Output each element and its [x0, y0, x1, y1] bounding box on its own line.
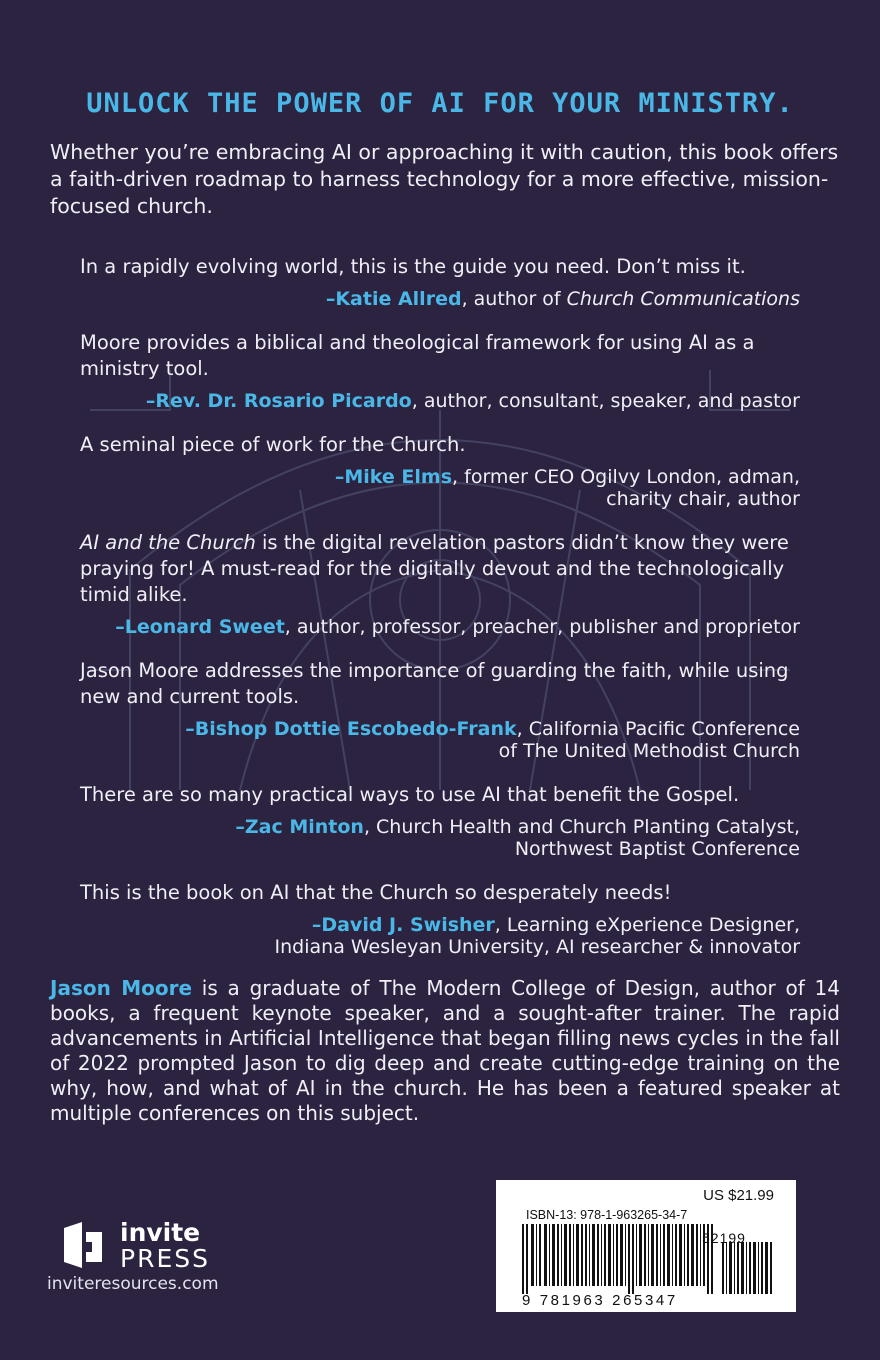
- endorsement: [80, 782, 800, 860]
- intro-paragraph: Whether you’re embracing AI or approaching it with caution, this book offers a faith-driven roadmap to harness technology for a more effective, mission-focused church.: [50, 140, 839, 218]
- publisher-website: inviteresources.com: [47, 1274, 219, 1294]
- endorsement-attribution: –Zac Minton, Church Health and Church Planting Catalyst, Northwest Baptist Conference: [235, 816, 800, 860]
- endorsement-attribution: –David J. Swisher, Learning eXperience Designer, Indiana Wesleyan University, AI researcher & innovator: [274, 914, 800, 958]
- endorser-name: –Katie Allred: [325, 288, 462, 310]
- endorsement-quote: Jason Moore addresses the importance of guarding the faith, while using new and current tools.: [80, 659, 789, 708]
- isbn-text: ISBN-13: 978-1-963265-34-7: [526, 1208, 688, 1222]
- endorsement-quote: AI and the Church is the digital revelation pastors didn’t know they were praying for! A must-read for the digitally devout and the technologically timid alike.: [80, 531, 789, 606]
- price: US $21.99: [703, 1187, 774, 1204]
- endorsement: [80, 330, 800, 412]
- endorsement: [80, 880, 800, 958]
- endorser-name: –David J. Swisher: [311, 914, 495, 936]
- author-bio: [50, 976, 840, 1126]
- barcode-digits: 9 781963 265347: [522, 1292, 678, 1309]
- endorsement: [80, 432, 800, 510]
- endorsement: [80, 530, 800, 638]
- endorsement-quote: In a rapidly evolving world, this is the guide you need. Don’t miss it.: [80, 255, 746, 278]
- endorser-name: –Zac Minton: [235, 816, 364, 838]
- endorsement-quote: There are so many practical ways to use AI that benefit the Gospel.: [80, 783, 740, 806]
- endorsement-attribution: –Rev. Dr. Rosario Picardo, author, consultant, speaker, and pastor: [145, 390, 800, 412]
- endorsement-attribution: –Leonard Sweet, author, professor, preacher, publisher and proprietor: [115, 616, 800, 638]
- endorser-name: –Bishop Dottie Escobedo-Frank: [185, 718, 517, 740]
- endorsement-attribution: –Katie Allred, author of Church Communications: [325, 288, 800, 310]
- author-bio-text: is a graduate of The Modern College of Design, author of 14 books, a frequent keynote speaker, and a sought-after trainer. The rapid advancements in Artificial Intelligence that began filling news cycles in the fall of 2022 prompted Jason to dig deep and create cutting-edge training on the why, how, and what of AI in the church. He has been a featured speaker at multiple conferences on this subject.: [50, 976, 840, 1125]
- endorsement-attribution: –Mike Elms, former CEO Ogilvy London, adman, charity chair, author: [334, 466, 800, 510]
- endorser-name: –Mike Elms: [334, 466, 453, 488]
- author-name: Jason Moore: [50, 976, 193, 1000]
- endorser-name: –Leonard Sweet: [115, 616, 285, 638]
- endorsement-attribution: –Bishop Dottie Escobedo-Frank, California Pacific Conference of The United Methodist Church: [185, 718, 800, 762]
- endorser-name: –Rev. Dr. Rosario Picardo: [145, 390, 412, 412]
- endorsement-quote: A seminal piece of work for the Church.: [80, 433, 466, 456]
- headline: UNLOCK THE POWER OF AI FOR YOUR MINISTRY.: [86, 88, 794, 119]
- price-addon-code: 52199: [702, 1230, 746, 1246]
- publisher-wordmark: invite PRESS: [120, 1218, 210, 1273]
- isbn-barcode: [496, 1180, 796, 1312]
- endorsement-quote: This is the book on AI that the Church so desperately needs!: [80, 881, 672, 904]
- endorsement: [80, 658, 800, 762]
- endorsements: [80, 254, 800, 978]
- invite-press-logo-icon: [60, 1222, 106, 1268]
- endorsement-quote: Moore provides a biblical and theological framework for using AI as a ministry tool.: [80, 331, 755, 380]
- endorsement: [80, 254, 800, 310]
